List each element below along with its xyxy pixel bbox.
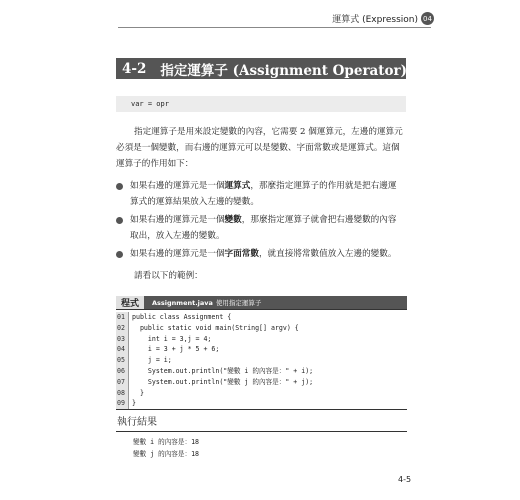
output-line: 變數 j 的內容是：18: [133, 450, 200, 458]
code-line: [116, 312, 407, 323]
syntax-box: var = opr: [116, 96, 406, 112]
bullet-text-run: ，那麼指定運算子的作用就是把右邊運: [250, 181, 397, 191]
code-text: }: [132, 388, 144, 397]
chapter-badge: 04: [421, 12, 434, 25]
bullet-keyword: 運算式: [224, 181, 251, 191]
bullet-text-run: 如果右邊的運算元是一個: [130, 249, 225, 259]
code-text: j = i;: [132, 356, 172, 365]
bullet-text-run: 如果右邊的運算元是一個: [130, 181, 225, 191]
line-number: 07: [116, 377, 129, 388]
program-label: 程式: [116, 296, 144, 309]
section-number: 4-2: [122, 60, 147, 77]
code-text: public class Assignment {: [132, 313, 232, 321]
output-line: 變數 i 的內容是：18: [133, 438, 200, 446]
program-header: [116, 296, 407, 310]
program-caption-text: 使用指定運算子: [215, 299, 262, 307]
line-number: 08: [116, 388, 129, 399]
example-intro: 請看以下的範例：: [134, 271, 203, 281]
page-number: 4-5: [398, 475, 412, 484]
bullet-text: [130, 246, 408, 262]
program-caption: [144, 296, 407, 309]
bullet-dot-icon: [116, 212, 130, 228]
bullet-text-run: 如果右邊的運算元是一個: [130, 215, 225, 225]
section-title-text: 指定運算子 (Assignment Operator): [160, 62, 408, 79]
line-number: 02: [116, 323, 129, 334]
code-line: [116, 334, 407, 345]
bullet-text-run: ，那麼指定運算子就會把右邊變數的內容: [241, 215, 397, 225]
code-line: [116, 377, 407, 388]
header-rule: [118, 27, 431, 28]
program-filename: Assignment.java: [152, 298, 213, 307]
code-line: [116, 388, 407, 399]
code-text: System.out.println("變數 i 的內容是：" + i);: [132, 366, 314, 375]
code-line: [116, 366, 407, 377]
bullet-dot-icon: [116, 246, 130, 262]
bullet-keyword: 字面常數: [224, 249, 259, 259]
line-number: 09: [116, 398, 129, 409]
code-text: public static void main(String[] argv) {: [132, 323, 299, 332]
line-number: 05: [116, 355, 129, 366]
code-line: [116, 355, 407, 366]
code-line: [116, 344, 407, 355]
bullet-text: [130, 178, 408, 210]
code-line: [116, 323, 407, 334]
line-number: 03: [116, 334, 129, 345]
section-title: [116, 58, 406, 79]
bullet-text-run: 算式的運算結果放入左邊的變數。: [130, 197, 259, 207]
bullet-keyword: 變數: [224, 215, 242, 225]
code-text: int i = 3,j = 4;: [132, 334, 212, 343]
bullet-variable: [116, 212, 408, 244]
code-text: i = 3 + j * 5 + 6;: [132, 345, 220, 354]
bullet-text-run: ，就直接將常數值放入左邊的變數。: [258, 249, 397, 259]
intro-paragraph-line-2: 必須是一個變數，而右邊的運算元可以是變數、字面常數或是運算式。這個: [116, 143, 400, 153]
bullet-dot-icon: [116, 178, 130, 194]
line-number: 01: [116, 312, 129, 323]
code-listing: [116, 312, 407, 410]
code-text: System.out.println("變數 j 的內容是：" + j);: [132, 377, 314, 386]
running-title: 運算式 (Expression): [332, 15, 418, 25]
line-number: 06: [116, 366, 129, 377]
bullet-text: [130, 212, 408, 244]
line-number: 04: [116, 344, 129, 355]
bullet-expression: [116, 178, 408, 210]
intro-paragraph-line-1: 指定運算子是用來設定變數的內容，它需要 2 個運算元，左邊的運算元: [134, 127, 403, 137]
running-header: [332, 12, 434, 25]
bullet-literal: [116, 246, 408, 262]
bullet-text-run: 取出，放入左邊的變數。: [130, 231, 225, 241]
code-line: [116, 398, 407, 409]
code-text: }: [132, 399, 136, 408]
result-title: 執行結果: [117, 417, 157, 428]
intro-paragraph-line-3: 運算子的作用如下：: [116, 159, 194, 169]
result-rule: [116, 431, 407, 432]
